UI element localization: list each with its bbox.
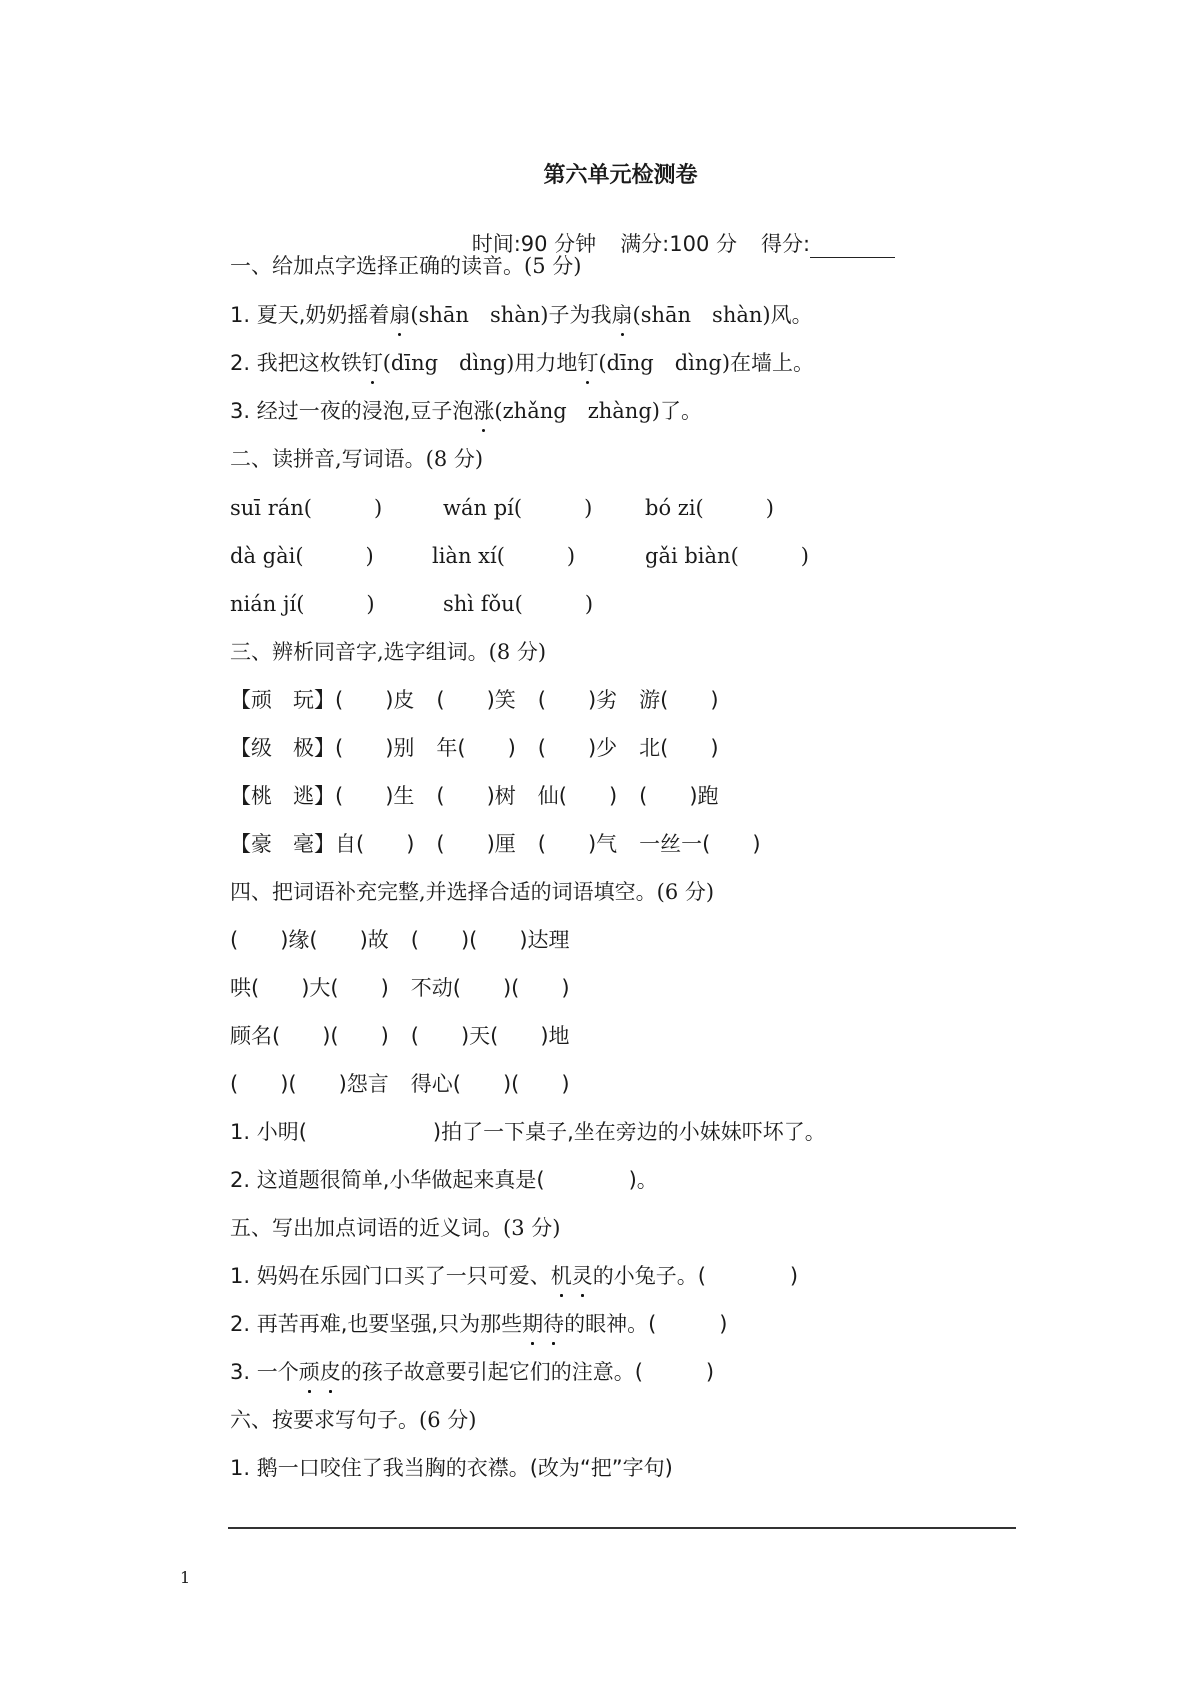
section-3-heading: 三、辨析同音字,选字组词。(8 分): [230, 640, 547, 664]
word-blank[interactable]: ( )厘: [436, 832, 516, 856]
pinyin-blank[interactable]: wán pí( ): [443, 496, 593, 520]
pinyin: gǎi biàn: [645, 544, 731, 568]
section-1-item-2: [230, 349, 814, 377]
rewrite-item-1: [230, 1454, 673, 1482]
answer-blank[interactable]: 的眼神。( ): [564, 1312, 728, 1336]
synonym-item-3[interactable]: [230, 1358, 714, 1386]
text: 我把这枚铁: [256, 351, 362, 375]
item-number: 2.: [230, 1312, 251, 1336]
synonym-item-1[interactable]: [230, 1262, 798, 1290]
item-number: 1.: [230, 303, 251, 327]
char-pair: 【桃 逃】: [230, 784, 335, 808]
dotted-char: 钉: [577, 351, 599, 375]
fill-in-item-1[interactable]: [230, 1118, 826, 1146]
pinyin-choice[interactable]: (shān shàn)子为我: [410, 303, 612, 327]
word-blank[interactable]: 一丝一( ): [639, 832, 761, 856]
word-blank[interactable]: ( )跑: [639, 784, 719, 808]
item-number: 1.: [230, 1264, 251, 1288]
item-number: 2.: [230, 351, 251, 375]
word-blank[interactable]: 自( ): [335, 832, 415, 856]
homophone-row: [230, 830, 761, 858]
pinyin-choice[interactable]: (dīng dìng)用力地: [382, 351, 578, 375]
homophone-row: [230, 686, 719, 714]
idiom-row: [230, 974, 570, 1002]
idiom-blank[interactable]: 哄( )大( ): [230, 976, 389, 1000]
score-label: 得分:: [761, 232, 811, 256]
item-number: 1.: [230, 1120, 251, 1144]
section-1-item-1: [230, 301, 813, 329]
pinyin-blank[interactable]: dà gài( ): [230, 544, 374, 568]
dotted-char: 钉: [361, 351, 383, 375]
item-number: 1.: [230, 1456, 251, 1480]
dotted-word: 期待: [522, 1312, 565, 1336]
text: 一个: [256, 1360, 299, 1384]
idiom-row: [230, 1070, 570, 1098]
word-blank[interactable]: 仙( ): [537, 784, 618, 808]
char-pair: 【顽 玩】: [230, 688, 335, 712]
word-blank[interactable]: 北( ): [639, 736, 719, 760]
dotted-char: 涨: [473, 399, 495, 423]
full-score-label: 满分:100 分: [620, 232, 738, 256]
pinyin: wán pí: [443, 496, 514, 520]
word-blank[interactable]: ( )别: [335, 736, 415, 760]
idiom-blank[interactable]: 得心( )( ): [410, 1072, 570, 1096]
idiom-blank[interactable]: 顾名( )( ): [230, 1024, 389, 1048]
pinyin-blank[interactable]: suī rán( ): [230, 496, 383, 520]
answer-blank[interactable]: 的小兔子。( ): [592, 1264, 799, 1288]
text: 妈妈在乐园门口买了一只可爱、: [256, 1264, 551, 1288]
idiom-row: [230, 1022, 570, 1050]
word-blank[interactable]: 年( ): [436, 736, 516, 760]
pinyin-blank[interactable]: gǎi biàn( ): [645, 544, 809, 568]
item-number: 3.: [230, 1360, 251, 1384]
item-number: 2.: [230, 1168, 251, 1192]
pinyin-blank[interactable]: liàn xí( ): [432, 544, 576, 568]
pinyin: dà gài: [230, 544, 296, 568]
word-blank[interactable]: ( )树: [436, 784, 516, 808]
pinyin-choice[interactable]: (dīng dìng)在墙上。: [598, 351, 815, 375]
synonym-item-2[interactable]: [230, 1310, 727, 1338]
char-pair: 【级 极】: [230, 736, 335, 760]
item-text: 小明( )拍了一下桌子,坐在旁边的小妹妹吓坏了。: [256, 1120, 826, 1144]
text: 再苦再难,也要坚强,只为那些: [256, 1312, 523, 1336]
item-text: 这道题很简单,小华做起来真是( )。: [256, 1168, 658, 1192]
dotted-word: 机灵: [550, 1264, 593, 1288]
word-blank[interactable]: ( )笑: [436, 688, 516, 712]
pinyin: nián jí: [230, 592, 297, 616]
score-blank[interactable]: [810, 235, 895, 258]
word-blank[interactable]: ( )生: [335, 784, 415, 808]
idiom-blank[interactable]: ( )( )达理: [410, 928, 570, 952]
time-label: 时间:90 分钟: [471, 232, 597, 256]
homophone-row: [230, 782, 719, 810]
char-pair: 【豪 毫】: [230, 832, 335, 856]
word-blank[interactable]: 游( ): [639, 688, 719, 712]
dotted-char: 扇: [389, 303, 411, 327]
pinyin: liàn xí: [432, 544, 497, 568]
text: 经过一夜的浸泡,豆子泡: [256, 399, 474, 423]
pinyin: bó zi: [645, 496, 696, 520]
dotted-word: 顽皮: [298, 1360, 341, 1384]
section-6-heading: 六、按要求写句子。(6 分): [230, 1408, 477, 1432]
section-5-heading: 五、写出加点词语的近义词。(3 分): [230, 1216, 561, 1240]
pinyin: shì fǒu: [443, 592, 515, 616]
pinyin-choice[interactable]: (zhǎng zhàng)了。: [494, 399, 702, 423]
word-blank[interactable]: ( )劣: [537, 688, 618, 712]
section-2-heading: 二、读拼音,写词语。(8 分): [230, 447, 484, 471]
answer-line[interactable]: [228, 1527, 1016, 1529]
word-blank[interactable]: ( )皮: [335, 688, 415, 712]
idiom-row: [230, 926, 570, 954]
pinyin: suī rán: [230, 496, 304, 520]
page-number: 1: [180, 1568, 191, 1587]
fill-in-item-2[interactable]: [230, 1166, 658, 1194]
section-1-heading: 一、给加点字选择正确的读音。(5 分): [230, 254, 582, 278]
section-1-item-3: [230, 397, 702, 425]
idiom-blank[interactable]: ( )缘( )故: [230, 928, 389, 952]
idiom-blank[interactable]: 不动( )( ): [410, 976, 570, 1000]
idiom-blank[interactable]: ( )天( )地: [410, 1024, 570, 1048]
text: 夏天,奶奶摇着: [256, 303, 390, 327]
homophone-row: [230, 734, 719, 762]
section-4-heading: 四、把词语补充完整,并选择合适的词语填空。(6 分): [230, 880, 715, 904]
idiom-blank[interactable]: ( )( )怨言: [230, 1072, 389, 1096]
pinyin-choice[interactable]: (shān shàn)风。: [632, 303, 813, 327]
answer-blank[interactable]: 的孩子故意要引起它们的注意。( ): [340, 1360, 715, 1384]
word-blank[interactable]: ( )气: [537, 832, 618, 856]
pinyin-blank[interactable]: bó zi( ): [645, 496, 774, 520]
word-blank[interactable]: ( )少: [537, 736, 618, 760]
pinyin-blank[interactable]: shì fǒu( ): [443, 592, 594, 616]
item-number: 3.: [230, 399, 251, 423]
dotted-char: 扇: [611, 303, 633, 327]
pinyin-blank[interactable]: nián jí( ): [230, 592, 375, 616]
page-title: 第六单元检测卷: [543, 163, 698, 188]
item-text: 鹅一口咬住了我当胸的衣襟。(改为“把”字句): [256, 1456, 673, 1480]
